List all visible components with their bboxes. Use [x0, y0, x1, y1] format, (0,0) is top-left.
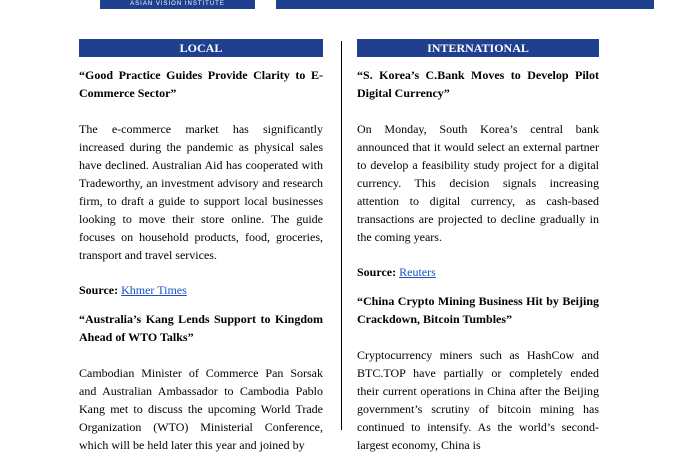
- article-body: Cryptocurrency miners such as HashCow and BTC.TOP have partially or completely ended their current operations in China after the Beijing government’s scrutiny of bitcoin mining has continued to intensify. As the world’s second-largest economy, China is: [357, 348, 599, 452]
- institute-banner: ASIAN VISION INSTITUTE: [100, 0, 255, 9]
- article-body: Cambodian Minister of Commerce Pan Sorsak and Australian Ambassador to Cambodia Pablo Kang met to discuss the upcoming World Trade Organization (WTO) Ministerial Conference, which will be held later this year and joined by: [79, 366, 323, 452]
- article-headline: “Australia’s Kang Lends Support to Kingdom Ahead of WTO Talks”: [79, 312, 323, 344]
- article-headline: “China Crypto Mining Business Hit by Beijing Crackdown, Bitcoin Tumbles”: [357, 294, 599, 326]
- article-body: The e-commerce market has significantly increased during the pandemic as physical sales have declined. Australian Aid has cooperated with Tradeworthy, an investment advisory and research firm, to draft a guide to support local businesses looking to move their store online. The guide focuses on household products, food, groceries, transport and travel services.: [79, 122, 323, 262]
- local-column: [79, 39, 323, 471]
- source-label: Source:: [79, 283, 119, 297]
- local-section-header: LOCAL: [79, 39, 323, 57]
- column-divider: [341, 41, 342, 430]
- source-link-khmer-times[interactable]: Khmer Times: [121, 283, 187, 297]
- article-headline: “Good Practice Guides Provide Clarity to E-Commerce Sector”: [79, 68, 323, 100]
- international-section-header: INTERNATIONAL: [357, 39, 599, 57]
- header-bar: [276, 0, 654, 9]
- source-label: Source:: [357, 265, 397, 279]
- article-body: On Monday, South Korea’s central bank announced that it would select an external partner to develop a feasibility study project for a digital currency. This decision signals increasing attention to digital currency, as cash-based transactions are projected to decline gradually in the coming years.: [357, 122, 599, 244]
- article-headline: “S. Korea’s C.Bank Moves to Develop Pilot Digital Currency”: [357, 68, 599, 100]
- article-source: [79, 281, 323, 299]
- source-link-reuters[interactable]: Reuters: [399, 265, 436, 279]
- article-source: [357, 263, 599, 281]
- international-column: [357, 39, 599, 471]
